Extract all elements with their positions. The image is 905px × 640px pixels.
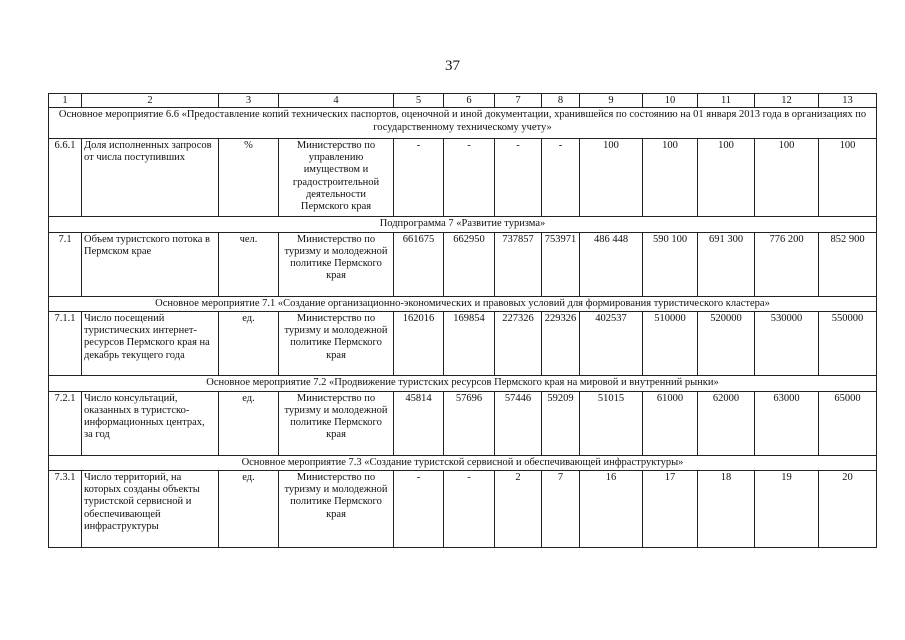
- unit: ед.: [219, 471, 279, 548]
- indicator-name: Объем туристского потока в Пермском крае: [82, 232, 219, 296]
- table-row: [49, 312, 877, 376]
- executor: Министерство по туризму и молодежной политике Пермского края: [279, 391, 394, 455]
- row-code: 7.2.1: [49, 391, 82, 455]
- table-row: [49, 391, 877, 455]
- value-cell: 65000: [819, 391, 877, 455]
- column-header: 10: [643, 94, 698, 108]
- value-cell: 662950: [444, 232, 495, 296]
- value-cell: 59209: [542, 391, 580, 455]
- unit: чел.: [219, 232, 279, 296]
- value-cell: 100: [580, 139, 643, 217]
- indicator-name: Доля исполненных запросов от числа поступивших: [82, 139, 219, 217]
- value-cell: 61000: [643, 391, 698, 455]
- table-row: [49, 232, 877, 296]
- value-cell: 520000: [698, 312, 755, 376]
- value-cell: 229326: [542, 312, 580, 376]
- value-cell: 691 300: [698, 232, 755, 296]
- value-cell: 776 200: [755, 232, 819, 296]
- column-header: 7: [495, 94, 542, 108]
- value-cell: 169854: [444, 312, 495, 376]
- value-cell: 227326: [495, 312, 542, 376]
- section-title: Основное мероприятие 7.3 «Создание туристской сервисной и обеспечивающей инфраструктуры»: [49, 455, 877, 471]
- value-cell: 18: [698, 471, 755, 548]
- value-cell: 753971: [542, 232, 580, 296]
- table-body: [49, 94, 877, 548]
- section-title: Основное мероприятие 6.6 «Предоставление копий технических паспортов, оценочной и иной документации, хранившейся по состоянию на 01 января 2013 года в организациях по государственному техническому учету»: [49, 108, 877, 139]
- column-header: 8: [542, 94, 580, 108]
- value-cell: 16: [580, 471, 643, 548]
- section-row: [49, 217, 877, 233]
- value-cell: 486 448: [580, 232, 643, 296]
- value-cell: 530000: [755, 312, 819, 376]
- column-header: 4: [279, 94, 394, 108]
- value-cell: 51015: [580, 391, 643, 455]
- value-cell: 62000: [698, 391, 755, 455]
- indicator-name: Число консультаций, оказанных в туристско-информационных центрах, за год: [82, 391, 219, 455]
- executor: Министерство по туризму и молодежной политике Пермского края: [279, 232, 394, 296]
- column-header: 9: [580, 94, 643, 108]
- column-header: 3: [219, 94, 279, 108]
- value-cell: -: [542, 139, 580, 217]
- value-cell: 550000: [819, 312, 877, 376]
- unit: %: [219, 139, 279, 217]
- value-cell: -: [394, 471, 444, 548]
- section-title: Основное мероприятие 7.2 «Продвижение туристских ресурсов Пермского края на мировой и внутренний рынки»: [49, 376, 877, 392]
- indicators-table: [48, 93, 877, 548]
- section-title: Основное мероприятие 7.1 «Создание организационно-экономических и правовых условий для формирования туристического кластера»: [49, 296, 877, 312]
- executor: Министерство по туризму и молодежной политике Пермского края: [279, 312, 394, 376]
- section-row: [49, 108, 877, 139]
- row-code: 7.1.1: [49, 312, 82, 376]
- value-cell: -: [444, 139, 495, 217]
- row-code: 6.6.1: [49, 139, 82, 217]
- column-header: 11: [698, 94, 755, 108]
- column-header: 2: [82, 94, 219, 108]
- value-cell: -: [394, 139, 444, 217]
- indicator-name: Число посещений туристических интернет-ресурсов Пермского края на декабрь текущего года: [82, 312, 219, 376]
- value-cell: 100: [698, 139, 755, 217]
- value-cell: 7: [542, 471, 580, 548]
- table-row: [49, 471, 877, 548]
- value-cell: 57446: [495, 391, 542, 455]
- value-cell: -: [495, 139, 542, 217]
- value-cell: 17: [643, 471, 698, 548]
- column-header: 5: [394, 94, 444, 108]
- value-cell: 2: [495, 471, 542, 548]
- column-header: 6: [444, 94, 495, 108]
- value-cell: 19: [755, 471, 819, 548]
- section-row: [49, 296, 877, 312]
- value-cell: 162016: [394, 312, 444, 376]
- unit: ед.: [219, 391, 279, 455]
- page-number: 37: [445, 58, 460, 74]
- value-cell: 661675: [394, 232, 444, 296]
- value-cell: 510000: [643, 312, 698, 376]
- value-cell: 63000: [755, 391, 819, 455]
- row-code: 7.1: [49, 232, 82, 296]
- column-header: 1: [49, 94, 82, 108]
- header-row: [49, 94, 877, 108]
- indicator-name: Число территорий, на которых созданы объекты туристской сервисной и обеспечивающей инфраструктуры: [82, 471, 219, 548]
- value-cell: 590 100: [643, 232, 698, 296]
- value-cell: 45814: [394, 391, 444, 455]
- row-code: 7.3.1: [49, 471, 82, 548]
- value-cell: 100: [755, 139, 819, 217]
- section-row: [49, 455, 877, 471]
- value-cell: 20: [819, 471, 877, 548]
- executor: Министерство по туризму и молодежной политике Пермского края: [279, 471, 394, 548]
- value-cell: 402537: [580, 312, 643, 376]
- value-cell: 737857: [495, 232, 542, 296]
- executor: Министерство по управлению имуществом и градостроительной деятельности Пермского края: [279, 139, 394, 217]
- value-cell: 100: [819, 139, 877, 217]
- unit: ед.: [219, 312, 279, 376]
- value-cell: 57696: [444, 391, 495, 455]
- value-cell: -: [444, 471, 495, 548]
- value-cell: 100: [643, 139, 698, 217]
- column-header: 13: [819, 94, 877, 108]
- column-header: 12: [755, 94, 819, 108]
- section-row: [49, 376, 877, 392]
- value-cell: 852 900: [819, 232, 877, 296]
- section-title: Подпрограмма 7 «Развитие туризма»: [49, 217, 877, 233]
- table-row: [49, 139, 877, 217]
